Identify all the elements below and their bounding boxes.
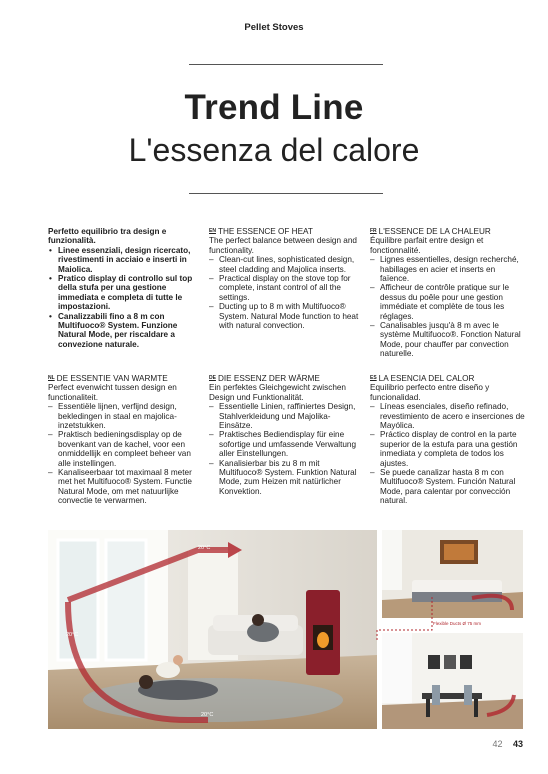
italian-item: • Linee essenziali, design ricercato, rivestimenti in acciaio e inserti in Maiolica.: [48, 246, 203, 274]
dutch-item: – Kanaliseerbaar tot maximaal 8 meter met het Multifuoco® System. Functie Natural Mode, om met natuurlijke convectie te verwarmen.: [48, 468, 203, 506]
dutch-heading: [48, 374, 203, 383]
spanish-item: – Se puede canalizar hasta 8 m con Multifuoco® System. Función Natural Mode, para calentar por convección natural.: [370, 468, 525, 506]
french-heading: [370, 227, 525, 236]
english-list: [209, 255, 364, 330]
german-item: – Essentielle Linien, raffiniertes Design, Stahlverkleidung und Majolika-Einsätze.: [209, 402, 364, 430]
section-header: Pellet Stoves: [244, 22, 304, 33]
living-room-illustration: [48, 530, 377, 729]
italian-item: • Canalizzabili fino a 8 m con Multifuoco® System. Funzione Natural Mode, per riscaldare a convezione naturale.: [48, 312, 203, 350]
german-lang-code: DE: [209, 375, 216, 381]
english-text-block: [209, 227, 364, 330]
german-list: [209, 402, 364, 496]
spanish-heading: [370, 374, 525, 383]
german-intro: Ein perfektes Gleichgewicht zwischen Design und Funktionalität.: [209, 383, 346, 402]
spanish-title: LA ESENCIA DEL CALOR: [378, 374, 475, 383]
dutch-text-block: [48, 374, 203, 506]
english-item: – Ducting up to 8 m with Multifuoco® System. Natural Mode function to heat with natural convection.: [209, 302, 364, 330]
spanish-lang-code: ES: [370, 375, 377, 381]
english-intro: The perfect balance between design and functionality.: [209, 236, 357, 255]
italian-text-block: [48, 227, 203, 349]
ducts-connector: [372, 590, 452, 650]
italian-item: • Pratico display di controllo sul top della stufa per una gestione immediata e completa di tutte le impostazioni.: [48, 274, 203, 312]
french-text-block: [370, 227, 525, 359]
page-title: Trend Line: [184, 88, 364, 127]
french-list: [370, 255, 525, 358]
english-item: – Clean-cut lines, sophisticated design, steel cladding and Majolica inserts.: [209, 255, 364, 274]
dutch-item: – Praktisch bedieningsdisplay op de bovenkant van de kachel, voor een onmiddellijk en compleet beheer van alle instellingen.: [48, 430, 203, 468]
dutch-title: DE ESSENTIE VAN WARMTE: [56, 374, 168, 383]
page-number-right: 43: [512, 739, 523, 749]
dutch-intro: Perfect evenwicht tussen design en functionaliteit.: [48, 383, 177, 402]
french-item: – Afficheur de contrôle pratique sur le dessus du poêle pour une gestion immédiate et complète de tous les réglages.: [370, 283, 525, 321]
english-title: THE ESSENCE OF HEAT: [217, 227, 313, 236]
living-room-photo: [48, 530, 377, 729]
spanish-item: – Práctico display de control en la parte superior de la estufa para una gestión inmediata y completa de todos los ajustes.: [370, 430, 525, 468]
italian-heading: Perfetto equilibrio tra design e funzionalità.: [48, 227, 167, 246]
flexible-ducts-label: Flexible Ducts Ø 75 mm: [432, 621, 481, 626]
german-item: – Kanalisierbar bis zu 8 m mit Multifuoco® System. Funktion Natural Mode, zum Heizen mit natürlicher Konvektion.: [209, 459, 364, 497]
spanish-item: – Líneas esenciales, diseño refinado, revestimiento de acero e inserciones de Mayólica.: [370, 402, 525, 430]
italian-list: [48, 246, 203, 349]
german-item: – Praktisches Bediendisplay für eine sofortige und umfassende Verwaltung aller Einstellungen.: [209, 430, 364, 458]
dutch-lang-code: NL: [48, 375, 55, 381]
french-item: – Lignes essentielles, design recherché, habillages en acier et inserts en faïence.: [370, 255, 525, 283]
dutch-list: [48, 402, 203, 505]
top-divider: [189, 64, 383, 65]
spanish-intro: Equilibrio perfecto entre diseño y funcionalidad.: [370, 383, 490, 402]
dutch-item: – Essentiële lijnen, verfijnd design, bekledingen in staal en majolica-inzetstukken.: [48, 402, 203, 430]
spanish-text-block: [370, 374, 525, 506]
french-intro: Équilibre parfait entre design et fonctionnalité.: [370, 236, 484, 255]
spanish-list: [370, 402, 525, 505]
french-title: L'ESSENCE DE LA CHALEUR: [378, 227, 491, 236]
german-title: DIE ESSENZ DER WÄRME: [217, 374, 320, 383]
english-item: – Practical display on the stove top for complete, instant control of all the settings.: [209, 274, 364, 302]
french-item: – Canalisables jusqu'à 8 m avec le système Multifuoco®. Fonction Natural Mode, pour chauffer par convection naturelle.: [370, 321, 525, 359]
temperature-label-bottom: 20°C: [201, 712, 214, 718]
bottom-divider: [189, 193, 383, 194]
english-heading: [209, 227, 364, 236]
temperature-label-left: 20°C: [66, 632, 79, 638]
german-heading: [209, 374, 364, 383]
temperature-label-top: 20°C: [198, 545, 211, 551]
page-number-left: 42: [492, 739, 503, 749]
page-numbers: [492, 739, 523, 749]
english-lang-code: EN: [209, 228, 216, 234]
page-subtitle: L'essenza del calore: [128, 132, 420, 168]
german-text-block: [209, 374, 364, 496]
french-lang-code: FR: [370, 228, 377, 234]
